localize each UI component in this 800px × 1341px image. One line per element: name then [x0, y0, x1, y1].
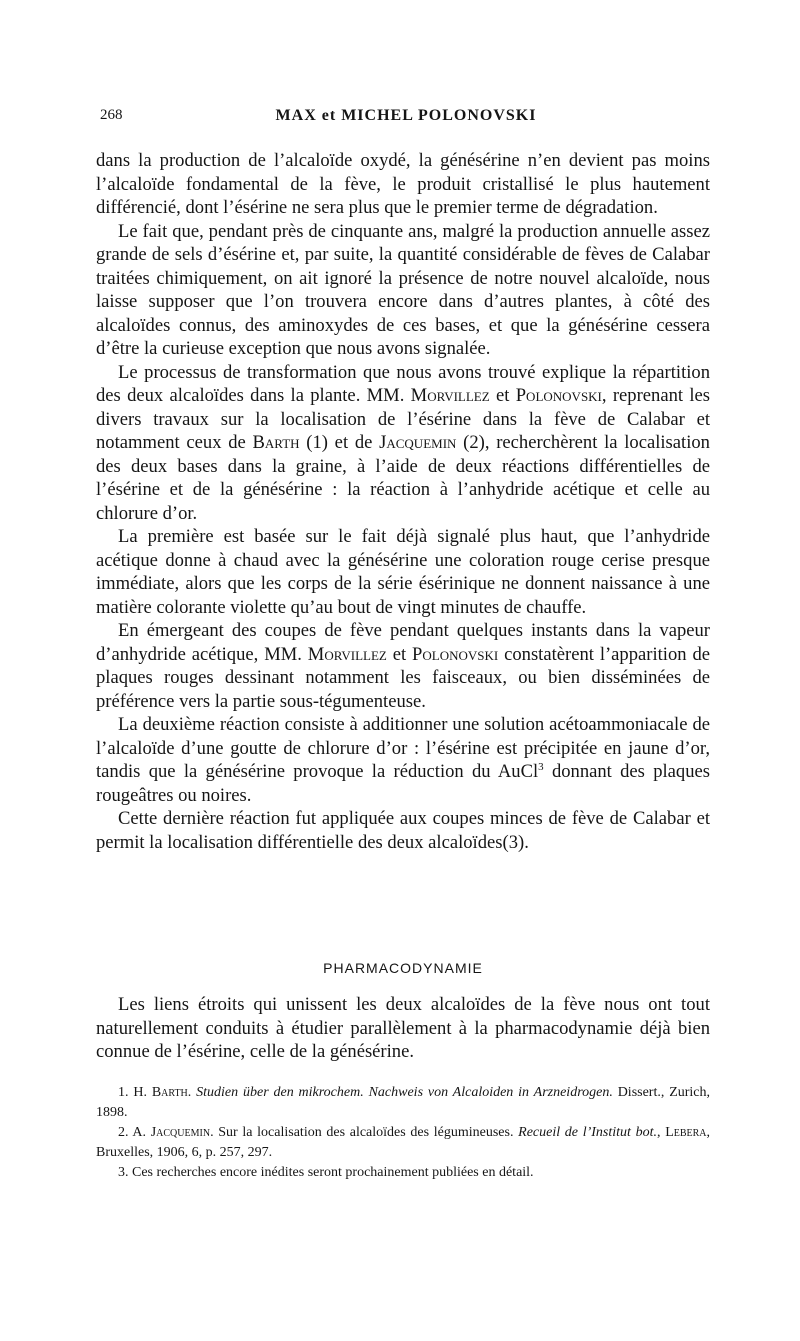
paragraph: Cette dernière réaction fut appliquée aux coupes minces de fève de Calabar et permit la localisation différentielle des deux alcaloïdes(3). — [96, 808, 710, 853]
author-name: Jacquemin — [379, 432, 457, 453]
section-body — [96, 993, 710, 1064]
footnote-2: 2. A. Jacquemin. Sur la localisation des alcaloïdes des légumineuses. Recueil de l’Institut bot., Lebera, Bruxelles, 1906, 6, p. 257, 297. — [96, 1125, 711, 1160]
author-name: Polonovski — [412, 643, 499, 665]
footnote-ref: (2) — [463, 432, 485, 453]
paragraph: Le processus de transformation que nous avons trouvé explique la répartition des deux alcaloïdes dans la plante. MM. Morvillez et Polonovski, reprenant les divers travaux sur la localisation de l’ésérine dans la fève de Calabar et notamment ceux de Barth (1) et de Jacquemin (2), recherchèrent la localisation des deux bases dans la graine, à l’aide de deux réactions différentielles de l’ésérine et de la génésérine : la réaction à l’anhydride acétique et celle au chlorure d’or. — [96, 361, 710, 524]
body-text — [96, 149, 710, 854]
running-title: MAX et MICHEL POLONOVSKI — [275, 107, 537, 124]
footnote-1: 1. H. Barth. Studien über den mikrochem. Nachweis von Alcaloiden in Arzneidrogen. Dissert., Zurich, 1898. — [96, 1085, 711, 1120]
author-name: Polonovski — [515, 385, 602, 406]
paragraph: La première est basée sur le fait déjà signalé plus haut, que l’anhydride acétique donne à chaud avec la génésérine une coloration rouge cerise presque immédiate, alors que les corps de la série ésérinique ne donnent naissance à une matière colorante violette qu’au bout de vingt minutes de chauffe. — [96, 526, 710, 618]
section-heading: PHARMACODYNAMIE — [323, 960, 483, 976]
paragraph: Les liens étroits qui unissent les deux alcaloïdes de la fève nous ont tout naturellement conduits à étudier parallèlement à la pharmacodynamie déjà bien connue de l’ésérine, celle de la génésérine. — [96, 994, 710, 1062]
page-header — [100, 107, 712, 133]
page-number: 268 — [100, 107, 123, 123]
author-name: Morvillez — [410, 385, 490, 406]
paragraph: La deuxième réaction consiste à additionner une solution acétoammoniacale de l’alcaloïde d’une goutte de chlorure d’or : l’ésérine est précipitée en jaune d’or, tandis que la génésérine provoque la réduction du AuCl$^3$ donnant des plaques rougeâtres ou noires. — [96, 714, 710, 806]
footnote-ref: (1) — [306, 432, 328, 453]
superscript: 3 — [538, 760, 544, 773]
paragraph: Le fait que, pendant près de cinquante ans, malgré la production annuelle assez grande de sels d’ésérine et, par suite, la quantité considérable de fèves de Calabar traitées chimiquement, on ait ignoré la présence de notre nouvel alcaloïde, nous laisse supposer que l’on trouvera encore dans d’autres plantes, à côté des alcaloïdes connus, des aminoxydes de ces bases, et que la génésérine cessera d’être la curieuse exception que nous avons signalée. — [96, 220, 710, 359]
footnote-3: 3. Ces recherches encore inédites seront prochainement publiées en détail. — [118, 1165, 534, 1180]
footnotes — [96, 1083, 710, 1183]
paragraph: En émergeant des coupes de fève pendant quelques instants dans la vapeur d’anhydride acétique, MM. Morvillez et Polonovski constatèrent l’apparition de plaques rouges dessinant notamment les faisceaux, ou bien disséminées de préférence vers la partie sous-tégumenteuse. — [96, 620, 710, 712]
author-name: Morvillez — [307, 643, 387, 665]
paragraph-continued: dans la production de l’alcaloïde oxydé, la génésérine n’en devient pas moins l’alcaloïde fondamental de la fève, le produit cristallisé le plus hautement différencié, dont l’ésérine ne sera plus que le premier terme de dégradation. — [96, 150, 710, 218]
footnote-ref: (3) — [502, 831, 525, 853]
author-name: Barth — [252, 432, 300, 453]
